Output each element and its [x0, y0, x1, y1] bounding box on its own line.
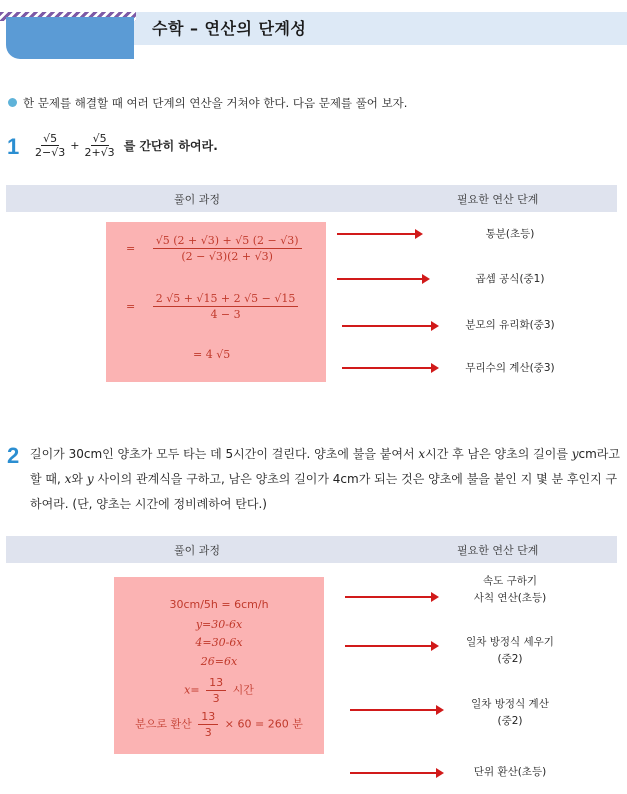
fraction-numerator: 13 — [206, 676, 226, 691]
header-accent-shape — [6, 17, 134, 59]
conversion-label: 분으로 환산 — [135, 717, 192, 731]
variable-y: y — [571, 447, 579, 461]
solution-line-2 — [114, 618, 324, 631]
problem-number: 1 — [7, 134, 20, 159]
fraction — [82, 132, 116, 159]
fraction-denominator: 4 − 3 — [210, 308, 241, 321]
problem-text-part: 시간 후 남은 양초의 길이를 — [425, 447, 572, 461]
variable-y: y — [86, 472, 94, 486]
arrow-icon — [350, 772, 442, 774]
fraction-numerator: √5 (2 + √3) + √5 (2 − √3) — [153, 234, 302, 249]
equation: x= — [184, 683, 200, 697]
fraction — [33, 132, 67, 159]
fraction-denominator: 3 — [212, 692, 220, 705]
table-header — [6, 185, 617, 212]
arrow-icon — [342, 367, 437, 369]
equation: 4=30-6x — [195, 636, 243, 649]
fraction — [198, 710, 218, 739]
plus-sign: + — [70, 139, 80, 152]
column-header-solution: 풀이 과정 — [174, 544, 221, 557]
step-label-line: (중2) — [497, 715, 523, 727]
fraction-numerator: 13 — [198, 710, 218, 725]
fraction-denominator: 2−√3 — [35, 146, 66, 159]
problem2-text — [30, 442, 620, 517]
fraction-numerator: 2 √5 + √15 + 2 √5 − √15 — [153, 292, 299, 307]
variable-x: x — [418, 447, 426, 461]
step-label — [440, 573, 580, 607]
step-label: 곱셈 공식(중1) — [475, 273, 545, 285]
problem-text-part: 길이가 30cm인 양초가 모두 타는 데 5시간이 걸린다. 양초에 불을 붙여서 — [30, 447, 419, 461]
step-label: 무리수의 계산(중3) — [465, 362, 555, 374]
intro-text: 한 문제를 해결할 때 여러 단계의 연산을 거쳐야 한다. 다음 문제를 풀어 보자. — [23, 96, 408, 110]
bullet-icon — [8, 98, 17, 107]
arrow-icon — [350, 709, 442, 711]
solution-line-1: 30cm/5h = 6cm/h — [169, 598, 269, 611]
arrow-icon — [345, 645, 437, 647]
fraction-numerator: √5 — [92, 132, 107, 145]
arrow-icon — [342, 325, 437, 327]
step-label — [440, 634, 580, 668]
problem-text-part: cm라고 할 때, — [30, 447, 620, 486]
solution-line-6 — [114, 710, 324, 739]
step-label-line: 일차 방정식 계산 — [471, 698, 549, 710]
problem1-instruction: 를 간단히 하여라. — [123, 139, 218, 153]
step-label — [440, 696, 580, 730]
variable-x: x — [64, 472, 72, 486]
equation: y=30-6x — [195, 618, 243, 631]
arrow-icon — [337, 278, 428, 280]
step-label-line: 일차 방정식 세우기 — [466, 636, 554, 648]
fraction-denominator: (2 − √3)(2 + √3) — [181, 250, 273, 263]
equals-sign: = — [126, 242, 136, 255]
solution-line-2 — [126, 292, 298, 321]
problem-number: 2 — [7, 443, 20, 468]
step-label-line: (중2) — [497, 653, 523, 665]
fraction — [153, 234, 302, 263]
conversion-result: × 60 = 260 분 — [224, 717, 303, 731]
arrow-icon — [345, 596, 437, 598]
table-header — [6, 536, 617, 563]
problem-text-part: 사이의 관계식을 구하고, 남은 양초의 길이가 4cm가 되는 것은 양초에 불을 붙인 지 몇 분 후인지 구하여라. (단, 양초는 시간에 정비례하여 탄다.) — [30, 472, 618, 511]
solution-line-4 — [114, 655, 324, 668]
step-label: 통분(초등) — [485, 228, 535, 240]
fraction-denominator: 3 — [204, 726, 212, 739]
equation: 26=6x — [200, 655, 238, 668]
fraction-numerator: √5 — [43, 132, 58, 145]
column-header-steps: 필요한 연산 단계 — [457, 193, 539, 206]
problem1-expression — [30, 132, 218, 159]
solution-line-3: = 4 √5 — [193, 348, 231, 361]
solution-line-5 — [114, 676, 324, 705]
fraction — [153, 292, 299, 321]
step-label-line: 속도 구하기 — [482, 575, 538, 587]
problem-text-part: 와 — [71, 472, 87, 486]
column-header-steps: 필요한 연산 단계 — [457, 544, 539, 557]
fraction — [206, 676, 226, 705]
step-label: 분모의 유리화(중3) — [465, 319, 555, 331]
column-header-solution: 풀이 과정 — [174, 193, 221, 206]
step-label-line: 사칙 연산(초등) — [473, 592, 547, 604]
fraction-denominator: 2+√3 — [84, 146, 115, 159]
page-title: 수학 – 연산의 단계성 — [152, 19, 307, 38]
solution-line-1 — [126, 234, 302, 263]
solution-line-3 — [114, 636, 324, 649]
step-label — [440, 764, 580, 781]
unit-label: 시간 — [232, 683, 254, 697]
step-label-line: 단위 환산(초등) — [473, 766, 547, 778]
arrow-icon — [337, 233, 421, 235]
equals-sign: = — [126, 300, 136, 313]
